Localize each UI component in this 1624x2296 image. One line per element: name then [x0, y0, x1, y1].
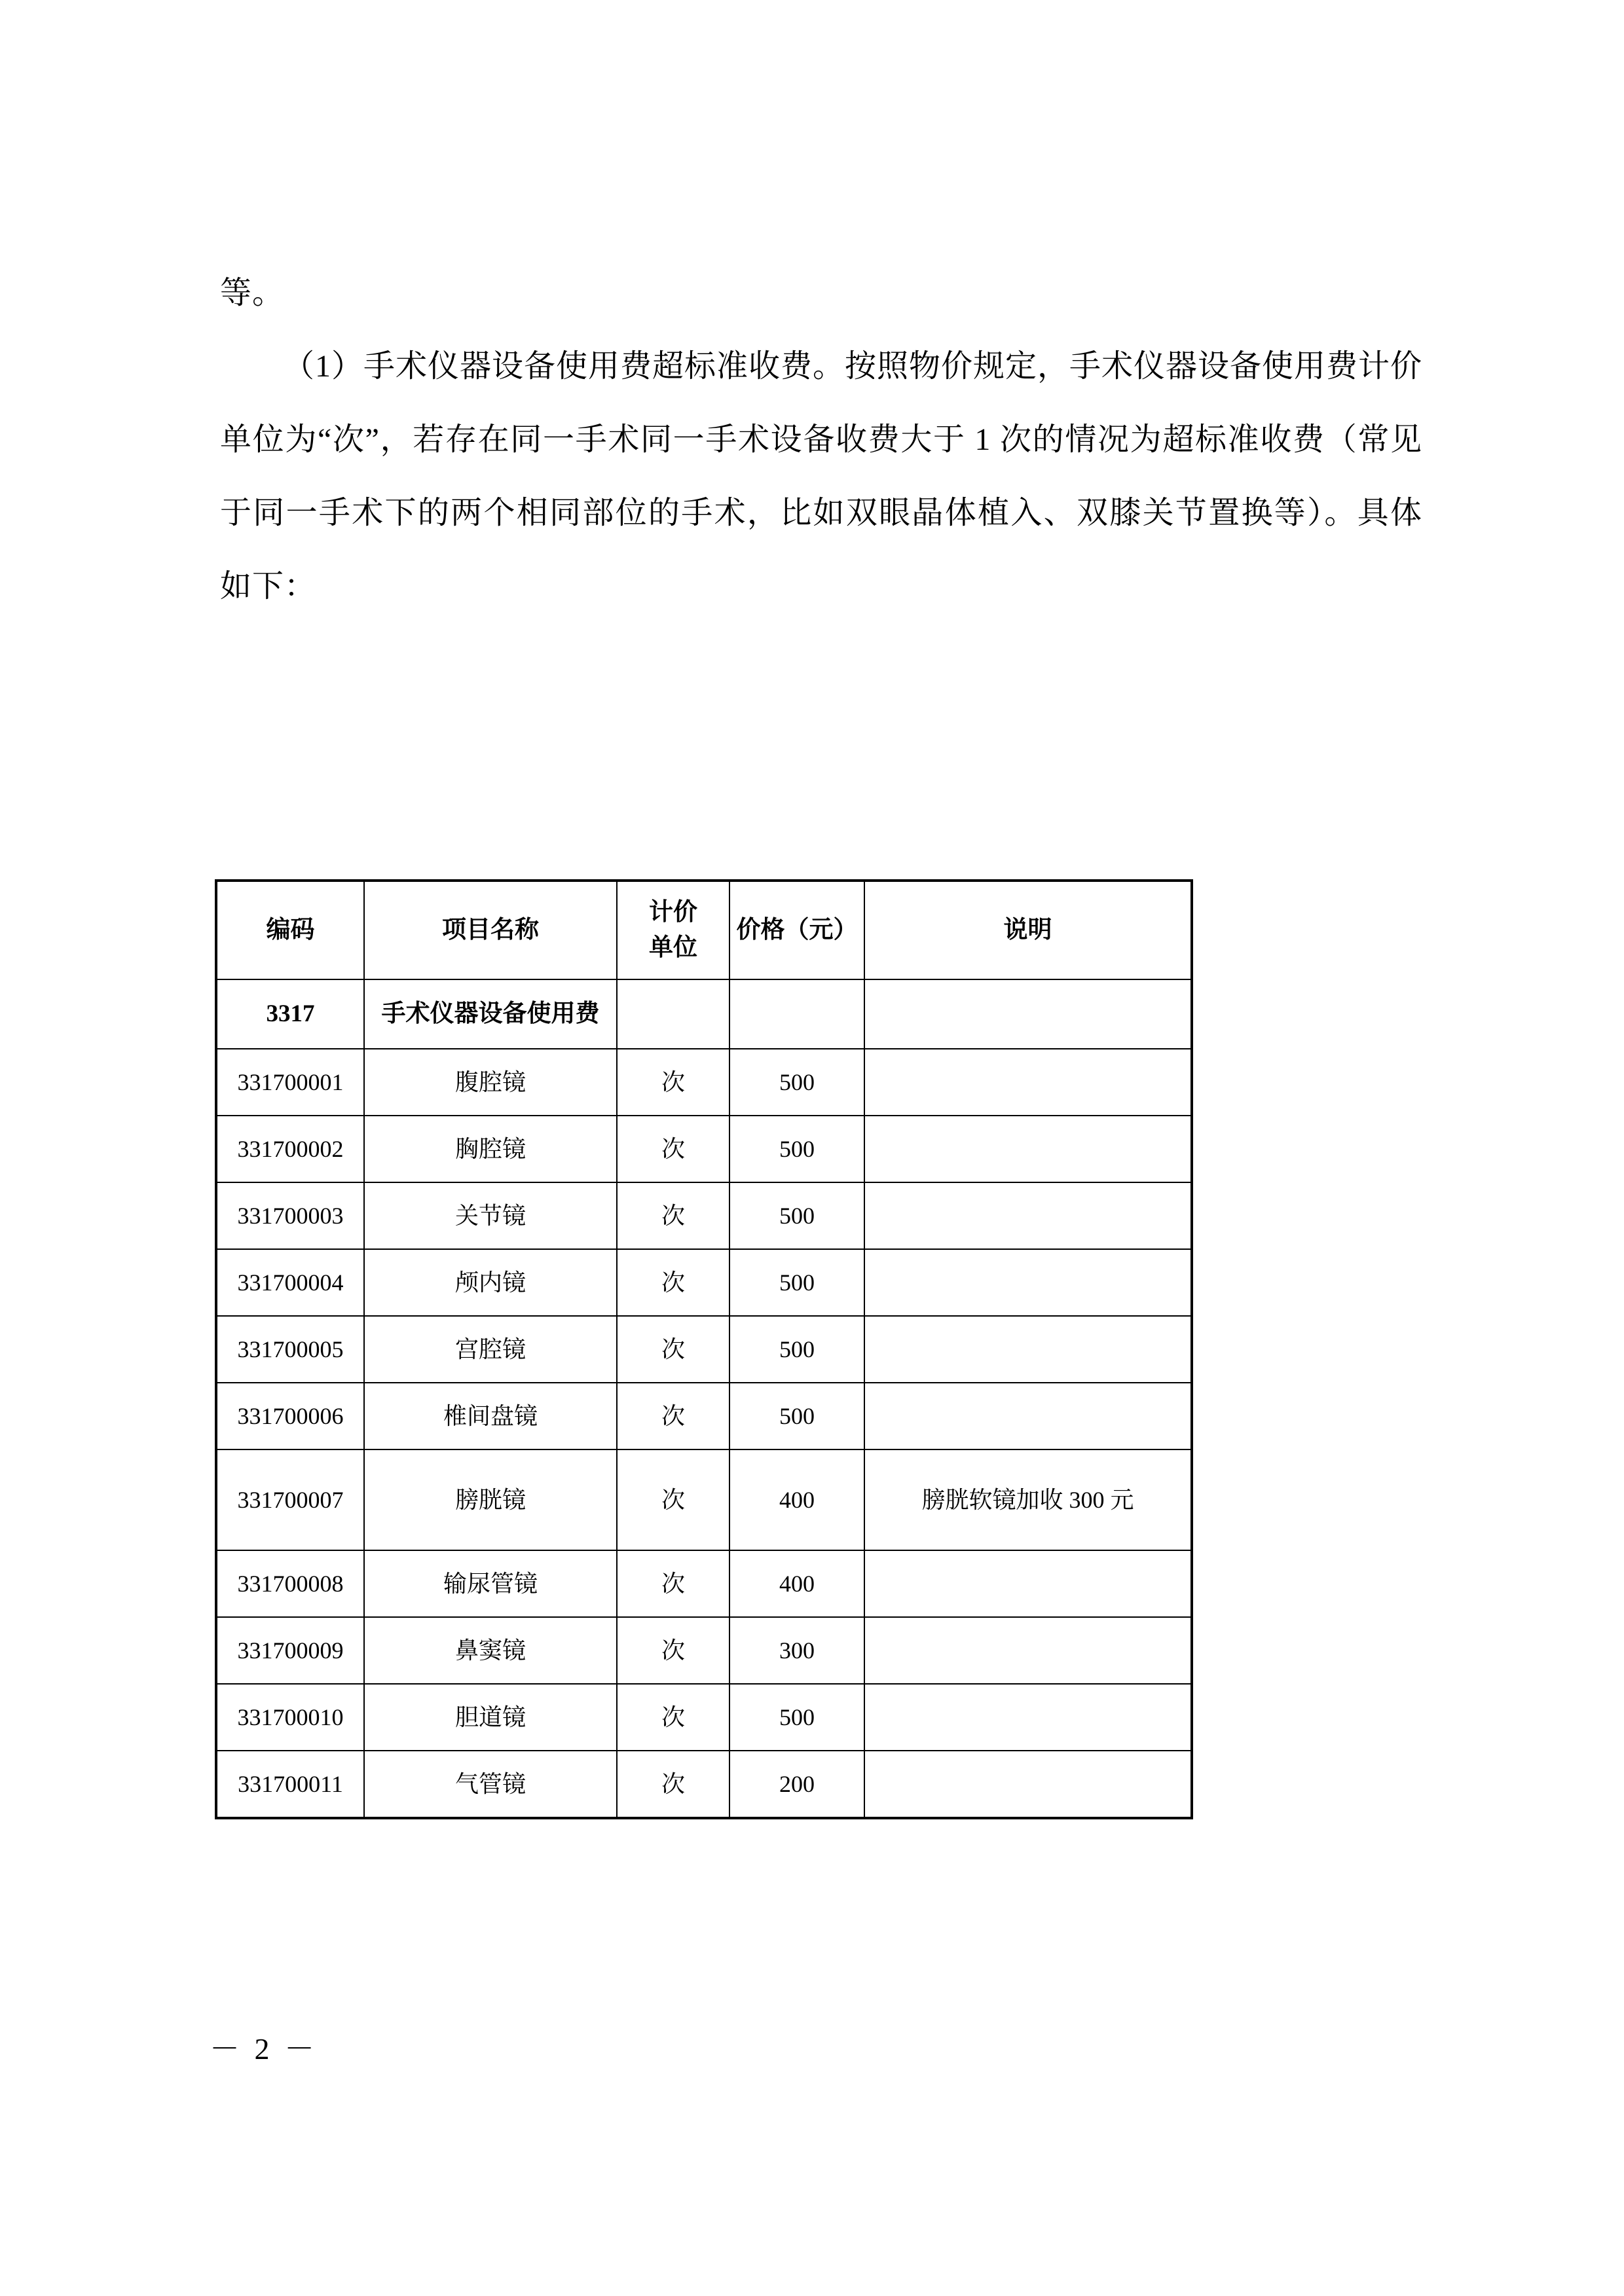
page-number: － 2 － [210, 2032, 318, 2066]
group-cell-price [729, 979, 864, 1049]
cell-code: 331700006 [216, 1383, 364, 1449]
cell-name: 椎间盘镜 [364, 1383, 617, 1449]
table-row [216, 1684, 1192, 1751]
cell-code: 331700001 [216, 1049, 364, 1116]
header-cell-code: 编码 [216, 881, 364, 979]
cell-note [864, 1617, 1192, 1684]
cell-note [864, 1049, 1192, 1116]
cell-code: 331700009 [216, 1617, 364, 1684]
header-cell-unit-line2: 单位 [649, 934, 697, 961]
cell-name: 胆道镜 [364, 1684, 617, 1751]
cell-price: 400 [729, 1550, 864, 1617]
cell-note [864, 1684, 1192, 1751]
cell-note [864, 1249, 1192, 1316]
cell-note [864, 1116, 1192, 1182]
cell-name: 腹腔镜 [364, 1049, 617, 1116]
cell-code: 331700005 [216, 1316, 364, 1383]
body-text-block [220, 257, 1422, 623]
header-cell-note: 说明 [864, 881, 1192, 979]
cell-price: 300 [729, 1617, 864, 1684]
table-row [216, 1751, 1192, 1818]
cell-code: 331700002 [216, 1116, 364, 1182]
cell-price: 500 [729, 1249, 864, 1316]
table-row [216, 1383, 1192, 1449]
table-row [216, 1116, 1192, 1182]
price-table-container [215, 879, 1192, 1819]
group-cell-code: 3317 [216, 979, 364, 1049]
cell-unit: 次 [617, 1550, 729, 1617]
cell-price: 500 [729, 1383, 864, 1449]
paragraph-item-1: （1）手术仪器设备使用费超标准收费。按照物价规定，手术仪器设备使用费计价单位为“次”，若存在同一手术同一手术设备收费大于 1 次的情况为超标准收费（常见于同一手术下的两个相同部位的手术，比如双眼晶体植入、双膝关节置换等）。具体如下： [220, 349, 1422, 604]
cell-unit: 次 [617, 1182, 729, 1249]
cell-unit: 次 [617, 1617, 729, 1684]
cell-price: 500 [729, 1316, 864, 1383]
cell-price: 400 [729, 1449, 864, 1550]
cell-name: 颅内镜 [364, 1249, 617, 1316]
cell-note [864, 1182, 1192, 1249]
header-cell-unit [617, 881, 729, 979]
cell-unit: 次 [617, 1249, 729, 1316]
cell-unit: 次 [617, 1116, 729, 1182]
cell-name: 宫腔镜 [364, 1316, 617, 1383]
cell-note [864, 1383, 1192, 1449]
cell-name: 胸腔镜 [364, 1116, 617, 1182]
group-cell-note [864, 979, 1192, 1049]
price-table [215, 879, 1193, 1819]
cell-price: 200 [729, 1751, 864, 1818]
table-row [216, 1550, 1192, 1617]
table-row [216, 1316, 1192, 1383]
table-row [216, 1617, 1192, 1684]
cell-name: 气管镜 [364, 1751, 617, 1818]
cell-price: 500 [729, 1182, 864, 1249]
cell-name: 膀胱镜 [364, 1449, 617, 1550]
cell-unit: 次 [617, 1751, 729, 1818]
paragraph-continuation: 等。 [220, 276, 284, 310]
cell-unit: 次 [617, 1449, 729, 1550]
cell-unit: 次 [617, 1049, 729, 1116]
cell-unit: 次 [617, 1684, 729, 1751]
table-row [216, 1249, 1192, 1316]
cell-note [864, 1316, 1192, 1383]
group-cell-name: 手术仪器设备使用费 [364, 979, 617, 1049]
header-cell-name: 项目名称 [364, 881, 617, 979]
table-group-row [216, 979, 1192, 1049]
cell-note: 膀胱软镜加收 300 元 [864, 1449, 1192, 1550]
cell-name: 鼻窦镜 [364, 1617, 617, 1684]
cell-code: 331700003 [216, 1182, 364, 1249]
group-cell-unit [617, 979, 729, 1049]
table-row [216, 1049, 1192, 1116]
table-header-row [216, 881, 1192, 979]
cell-price: 500 [729, 1049, 864, 1116]
cell-code: 331700010 [216, 1684, 364, 1751]
cell-price: 500 [729, 1684, 864, 1751]
cell-note [864, 1550, 1192, 1617]
cell-unit: 次 [617, 1316, 729, 1383]
header-cell-unit-line1: 计价 [649, 899, 697, 926]
header-cell-price: 价格（元） [729, 881, 864, 979]
cell-price: 500 [729, 1116, 864, 1182]
cell-name: 输尿管镜 [364, 1550, 617, 1617]
table-row [216, 1449, 1192, 1550]
cell-code: 331700007 [216, 1449, 364, 1550]
table-row [216, 1182, 1192, 1249]
cell-note [864, 1751, 1192, 1818]
cell-name: 关节镜 [364, 1182, 617, 1249]
cell-unit: 次 [617, 1383, 729, 1449]
cell-code: 331700004 [216, 1249, 364, 1316]
cell-code: 331700011 [216, 1751, 364, 1818]
cell-code: 331700008 [216, 1550, 364, 1617]
